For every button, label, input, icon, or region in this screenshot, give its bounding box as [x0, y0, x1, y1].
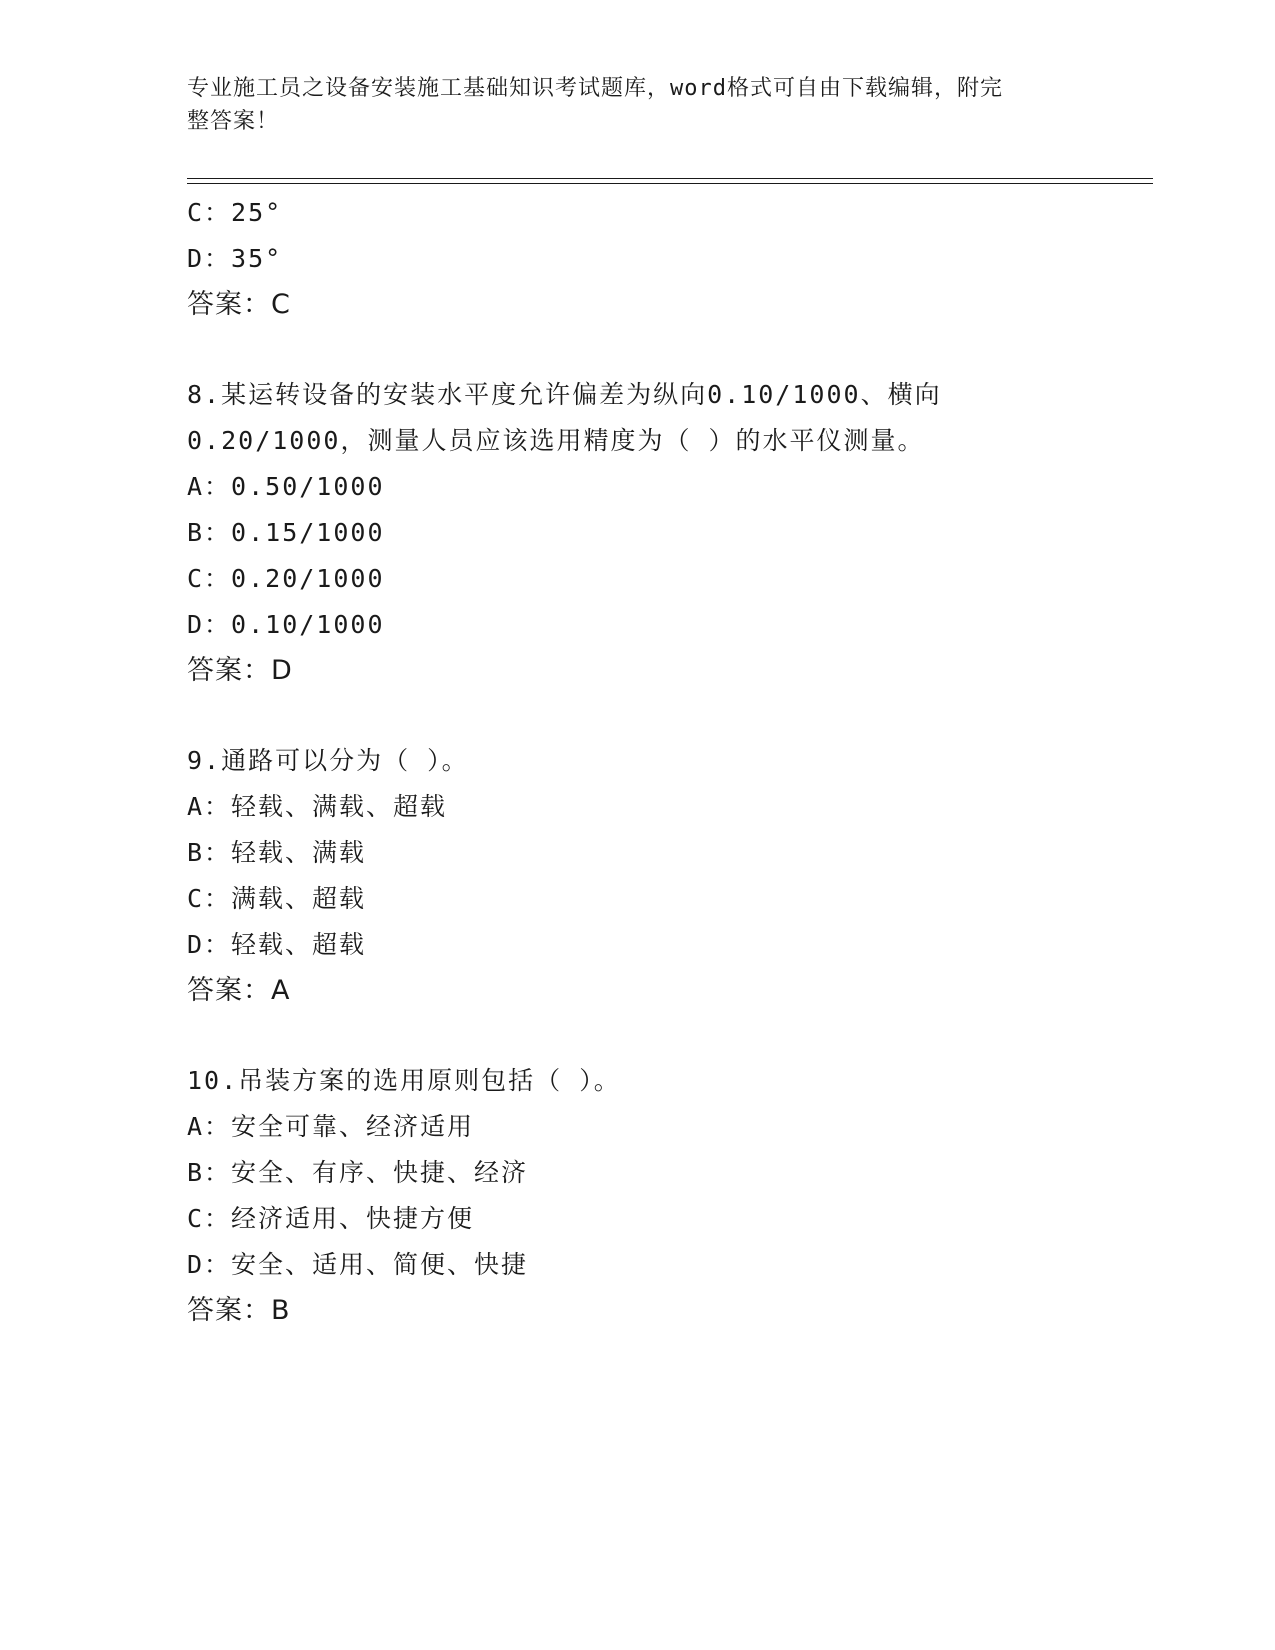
option-a: A：0.50/1000: [187, 472, 385, 501]
option-c: C：满载、超载: [187, 884, 367, 913]
option-a: A：轻载、满载、超载: [187, 792, 448, 821]
spacer: [187, 1014, 1187, 1058]
answer-label: 答案：B: [187, 1295, 291, 1326]
option-a: A：安全可靠、经济适用: [187, 1112, 475, 1141]
question-stem: 8.某运转设备的安装水平度允许偏差为纵向0.10/1000、横向: [187, 380, 942, 409]
answer-label: 答案：A: [187, 975, 291, 1006]
spacer: [187, 328, 1187, 372]
option-c: C：25°: [187, 198, 283, 227]
question-stem: 9.通路可以分为（ ）。: [187, 746, 469, 775]
header-line-2: 整答案！: [187, 109, 280, 134]
option-d: D：0.10/1000: [187, 610, 385, 639]
option-b: B：安全、有序、快捷、经济: [187, 1158, 529, 1187]
question-block-8: [187, 372, 1187, 694]
option-d: D：35°: [187, 244, 283, 273]
question-list: [187, 190, 1187, 1334]
question-block-prev: [187, 190, 1187, 328]
header-line-1: 专业施工员之设备安装施工基础知识考试题库，word格式可自由下载编辑，附完: [187, 76, 1003, 101]
header-divider-bottom: [187, 183, 1153, 184]
question-stem: 10.吊装方案的选用原则包括（ ）。: [187, 1066, 621, 1095]
option-d: D：安全、适用、简便、快捷: [187, 1250, 529, 1279]
question-block-9: [187, 738, 1187, 1014]
answer-label: 答案：C: [187, 289, 291, 320]
spacer: [187, 694, 1187, 738]
question-block-10: [187, 1058, 1187, 1334]
option-b: B：0.15/1000: [187, 518, 385, 547]
answer-label: 答案：D: [187, 655, 293, 686]
option-c: C：经济适用、快捷方便: [187, 1204, 475, 1233]
header-divider-top: [187, 178, 1153, 179]
option-c: C：0.20/1000: [187, 564, 385, 593]
option-b: B：轻载、满载: [187, 838, 367, 867]
option-d: D：轻载、超载: [187, 930, 367, 959]
document-header: [187, 72, 1067, 138]
question-stem-continued: 0.20/1000，测量人员应该选用精度为（ ）的水平仪测量。: [187, 426, 925, 455]
